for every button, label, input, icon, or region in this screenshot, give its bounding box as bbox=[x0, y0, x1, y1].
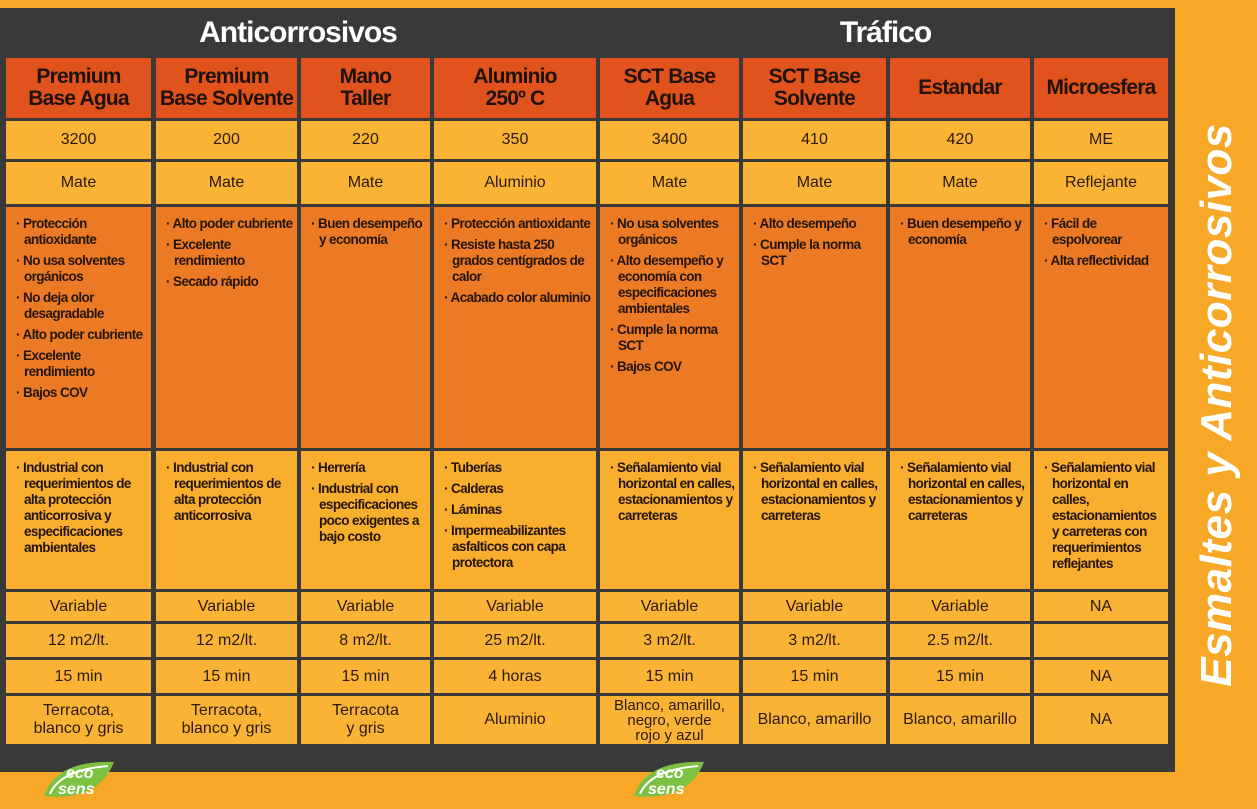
colors-text: NA bbox=[1089, 711, 1113, 728]
svg-text:eco: eco bbox=[656, 765, 684, 782]
name-text: Premium Base Agua bbox=[28, 65, 129, 110]
features-list bbox=[753, 216, 882, 274]
r1-text: Variable bbox=[785, 597, 844, 615]
cell-dry-col-8 bbox=[1034, 660, 1168, 693]
features-list bbox=[900, 216, 1026, 253]
ecosens-logo-2 bbox=[626, 756, 708, 804]
list-item: · Excelente rendimiento bbox=[16, 348, 147, 380]
code-text: 3400 bbox=[651, 131, 688, 148]
list-item: · Cumple la norma SCT bbox=[610, 322, 735, 354]
cell-uses-col-2 bbox=[156, 451, 297, 589]
name-text: Microesfera bbox=[1046, 76, 1156, 99]
list-item: · Buen desempeño y economía bbox=[900, 216, 1026, 248]
finish-text: Mate bbox=[60, 174, 97, 191]
cell-colors-col-5 bbox=[600, 696, 739, 744]
list-item: · Secado rápido bbox=[166, 274, 293, 290]
cell-uses-col-6 bbox=[743, 451, 886, 589]
cell-features-col-3 bbox=[301, 207, 430, 448]
uses-list bbox=[311, 460, 426, 550]
name-text: Premium Base Solvente bbox=[159, 65, 294, 110]
uses-list bbox=[610, 460, 735, 529]
code-text: 410 bbox=[801, 131, 828, 148]
features-list bbox=[444, 216, 592, 311]
cell-yield-col-8 bbox=[1034, 624, 1168, 657]
yield-text: 12 m2/lt. bbox=[195, 631, 258, 649]
cell-name-col-1 bbox=[6, 58, 151, 118]
dry-text: 15 min bbox=[341, 667, 390, 685]
cell-finish-col-2 bbox=[156, 162, 297, 204]
cell-finish-col-4 bbox=[434, 162, 596, 204]
r1-text: Variable bbox=[931, 597, 989, 615]
uses-list bbox=[16, 460, 147, 561]
features-list bbox=[1044, 216, 1164, 274]
list-item: · Láminas bbox=[444, 502, 592, 518]
finish-text: Mate bbox=[651, 174, 688, 191]
side-title-text: Esmaltes y Anticorrosivos bbox=[1191, 122, 1241, 687]
yield-text: 12 m2/lt. bbox=[47, 631, 110, 649]
finish-text: Mate bbox=[208, 174, 245, 191]
cell-yield-col-3 bbox=[301, 624, 430, 657]
list-item: · Fácil de espolvorear bbox=[1044, 216, 1164, 248]
cell-r1-col-6 bbox=[743, 592, 886, 621]
r1-text: Variable bbox=[49, 597, 108, 615]
cell-r1-col-3 bbox=[301, 592, 430, 621]
features-list bbox=[311, 216, 426, 253]
cell-yield-col-5 bbox=[600, 624, 739, 657]
cell-yield-col-6 bbox=[743, 624, 886, 657]
cell-name-col-4 bbox=[434, 58, 596, 118]
code-text: ME bbox=[1089, 131, 1113, 148]
colors-text: Blanco, amarillo, negro, verde rojo y azul bbox=[614, 696, 725, 744]
list-item: · Alto poder cubriente bbox=[16, 327, 147, 343]
cell-finish-col-8 bbox=[1034, 162, 1168, 204]
list-item: · Señalamiento vial horizontal en calles, estacionamientos y carreteras bbox=[753, 460, 882, 524]
list-item: · Resiste hasta 250 grados centígrados de calor bbox=[444, 237, 592, 285]
cell-colors-col-8 bbox=[1034, 696, 1168, 744]
list-item: · Alto poder cubriente bbox=[166, 216, 293, 232]
svg-text:eco: eco bbox=[66, 765, 94, 782]
name-text: Mano Taller bbox=[339, 65, 392, 110]
cell-uses-col-4 bbox=[434, 451, 596, 589]
colors-text: Terracota, blanco y gris bbox=[181, 702, 272, 737]
ecosens-logo-1 bbox=[36, 756, 118, 804]
list-item: · Excelente rendimiento bbox=[166, 237, 293, 269]
cell-dry-col-3 bbox=[301, 660, 430, 693]
cell-code-col-7 bbox=[890, 121, 1030, 159]
section-title-trafico: Tráfico bbox=[839, 16, 932, 49]
finish-text: Mate bbox=[347, 174, 384, 191]
cell-name-col-7 bbox=[890, 58, 1030, 118]
cell-code-col-8 bbox=[1034, 121, 1168, 159]
cell-dry-col-5 bbox=[600, 660, 739, 693]
cell-uses-col-3 bbox=[301, 451, 430, 589]
dry-text: 15 min bbox=[935, 667, 985, 685]
list-item: · Alta reflectividad bbox=[1044, 253, 1164, 269]
code-text: 3200 bbox=[60, 131, 97, 148]
cell-name-col-3 bbox=[301, 58, 430, 118]
cell-name-col-6 bbox=[743, 58, 886, 118]
list-item: · Alto desempeño bbox=[753, 216, 882, 232]
uses-list bbox=[166, 460, 293, 529]
cell-yield-col-4 bbox=[434, 624, 596, 657]
list-item: · No usa solventes orgánicos bbox=[16, 253, 147, 285]
list-item: · Cumple la norma SCT bbox=[753, 237, 882, 269]
cell-finish-col-7 bbox=[890, 162, 1030, 204]
cell-finish-col-6 bbox=[743, 162, 886, 204]
finish-text: Mate bbox=[942, 174, 978, 191]
cell-features-col-2 bbox=[156, 207, 297, 448]
dry-text: 15 min bbox=[645, 667, 694, 685]
cell-finish-col-3 bbox=[301, 162, 430, 204]
list-item: · Industrial con especificaciones poco exigentes a bajo costo bbox=[311, 481, 426, 545]
cell-uses-col-1 bbox=[6, 451, 151, 589]
cell-features-col-7 bbox=[890, 207, 1030, 448]
colors-text: Blanco, amarillo bbox=[757, 711, 872, 728]
cell-code-col-5 bbox=[600, 121, 739, 159]
list-item: · No usa solventes orgánicos bbox=[610, 216, 735, 248]
cell-dry-col-4 bbox=[434, 660, 596, 693]
cell-features-col-8 bbox=[1034, 207, 1168, 448]
code-text: 350 bbox=[501, 131, 529, 148]
r1-text: Variable bbox=[486, 597, 544, 615]
list-item: · Calderas bbox=[444, 481, 592, 497]
yield-text: 2.5 m2/lt. bbox=[927, 631, 993, 649]
yield-text: 25 m2/lt. bbox=[484, 631, 546, 649]
colors-text: Blanco, amarillo bbox=[903, 711, 1017, 728]
name-text: Aluminio 250º C bbox=[473, 65, 557, 110]
name-text: SCT Base Solvente bbox=[768, 65, 861, 110]
cell-uses-col-7 bbox=[890, 451, 1030, 589]
r1-text: NA bbox=[1089, 597, 1113, 615]
cell-code-col-4 bbox=[434, 121, 596, 159]
list-item: · Protección antioxidante bbox=[16, 216, 147, 248]
list-item: · No deja olor desagradable bbox=[16, 290, 147, 322]
dry-text: NA bbox=[1089, 667, 1113, 685]
yield-text: 3 m2/lt. bbox=[788, 631, 841, 649]
list-item: · Herrería bbox=[311, 460, 426, 476]
list-item: · Señalamiento vial horizontal en calles, estacionamientos y carreteras bbox=[610, 460, 735, 524]
cell-uses-col-5 bbox=[600, 451, 739, 589]
cell-r1-col-2 bbox=[156, 592, 297, 621]
cell-dry-col-1 bbox=[6, 660, 151, 693]
cell-features-col-1 bbox=[6, 207, 151, 448]
cell-name-col-8 bbox=[1034, 58, 1168, 118]
list-item: · Industrial con requerimientos de alta protección anticorrosiva y especificaciones ambientales bbox=[16, 460, 147, 556]
cell-r1-col-5 bbox=[600, 592, 739, 621]
cell-code-col-1 bbox=[6, 121, 151, 159]
finish-text: Aluminio bbox=[484, 174, 546, 191]
cell-code-col-3 bbox=[301, 121, 430, 159]
cell-dry-col-2 bbox=[156, 660, 297, 693]
code-text: 200 bbox=[213, 131, 240, 148]
cell-r1-col-4 bbox=[434, 592, 596, 621]
features-list bbox=[610, 216, 735, 380]
features-list bbox=[166, 216, 293, 295]
list-item: · Señalamiento vial horizontal en calles, estacionamientos y carreteras bbox=[900, 460, 1026, 524]
dry-text: 15 min bbox=[54, 667, 103, 685]
cell-colors-col-2 bbox=[156, 696, 297, 744]
cell-finish-col-1 bbox=[6, 162, 151, 204]
list-item: · Acabado color aluminio bbox=[444, 290, 592, 306]
svg-text:sens: sens bbox=[58, 781, 95, 798]
uses-list bbox=[900, 460, 1026, 529]
colors-text: Terracota, blanco y gris bbox=[33, 702, 124, 737]
cell-dry-col-6 bbox=[743, 660, 886, 693]
cell-colors-col-3 bbox=[301, 696, 430, 744]
colors-text: Aluminio bbox=[484, 711, 546, 728]
r1-text: Variable bbox=[336, 597, 395, 615]
features-list bbox=[16, 216, 147, 406]
cell-colors-col-7 bbox=[890, 696, 1030, 744]
list-item: · Impermeabilizantes asfalticos con capa protectora bbox=[444, 523, 592, 571]
cell-r1-col-7 bbox=[890, 592, 1030, 621]
cell-colors-col-1 bbox=[6, 696, 151, 744]
name-text: Estandar bbox=[918, 76, 1002, 99]
list-item: · Bajos COV bbox=[16, 385, 147, 401]
cell-features-col-5 bbox=[600, 207, 739, 448]
cell-features-col-6 bbox=[743, 207, 886, 448]
list-item: · Alto desempeño y economía con especificaciones ambientales bbox=[610, 253, 735, 317]
list-item: · Bajos COV bbox=[610, 359, 735, 375]
cell-yield-col-7 bbox=[890, 624, 1030, 657]
list-item: · Buen desempeño y economía bbox=[311, 216, 426, 248]
r1-text: Variable bbox=[640, 597, 699, 615]
finish-text: Mate bbox=[796, 174, 833, 191]
section-title-anticorrosivos: Anticorrosivos bbox=[199, 16, 397, 49]
cell-r1-col-1 bbox=[6, 592, 151, 621]
cell-features-col-4 bbox=[434, 207, 596, 448]
uses-list bbox=[1044, 460, 1164, 577]
top-strip bbox=[0, 0, 1257, 8]
yield-text: 3 m2/lt. bbox=[643, 631, 696, 649]
svg-text:sens: sens bbox=[648, 781, 685, 798]
cell-name-col-5 bbox=[600, 58, 739, 118]
cell-r1-col-8 bbox=[1034, 592, 1168, 621]
cell-yield-col-2 bbox=[156, 624, 297, 657]
side-title bbox=[1176, 0, 1257, 809]
r1-text: Variable bbox=[197, 597, 256, 615]
name-text: SCT Base Agua bbox=[623, 65, 716, 110]
cell-finish-col-5 bbox=[600, 162, 739, 204]
dry-text: 15 min bbox=[202, 667, 251, 685]
cell-colors-col-6 bbox=[743, 696, 886, 744]
uses-list bbox=[753, 460, 882, 529]
list-item: · Protección antioxidante bbox=[444, 216, 592, 232]
cell-colors-col-4 bbox=[434, 696, 596, 744]
cell-dry-col-7 bbox=[890, 660, 1030, 693]
cell-code-col-2 bbox=[156, 121, 297, 159]
list-item: · Industrial con requerimientos de alta protección anticorrosiva bbox=[166, 460, 293, 524]
uses-list bbox=[444, 460, 592, 576]
cell-name-col-2 bbox=[156, 58, 297, 118]
cell-code-col-6 bbox=[743, 121, 886, 159]
cell-uses-col-8 bbox=[1034, 451, 1168, 589]
colors-text: Terracota y gris bbox=[332, 702, 399, 737]
finish-text: Reflejante bbox=[1064, 174, 1138, 191]
list-item: · Señalamiento vial horizontal en calles, estacionamientos y carreteras con requerimientos reflejantes bbox=[1044, 460, 1164, 572]
list-item: · Tuberías bbox=[444, 460, 592, 476]
cell-yield-col-1 bbox=[6, 624, 151, 657]
dry-text: 4 horas bbox=[488, 667, 542, 685]
dry-text: 15 min bbox=[790, 667, 839, 685]
yield-text: 8 m2/lt. bbox=[339, 631, 392, 649]
code-text: 220 bbox=[352, 131, 379, 148]
code-text: 420 bbox=[946, 131, 974, 148]
